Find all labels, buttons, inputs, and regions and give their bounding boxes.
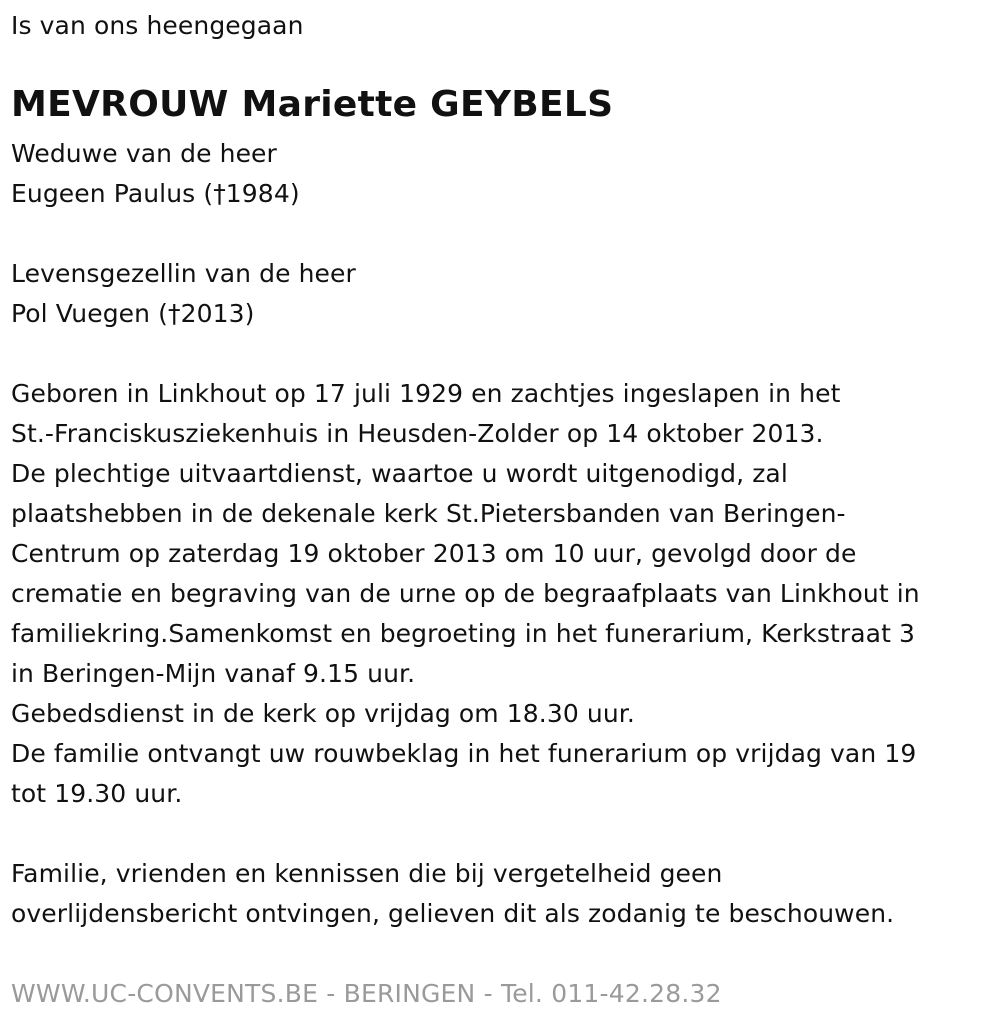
body-line: Geboren in Linkhout op 17 juli 1929 en zachtjes ingeslapen in het [11, 379, 841, 408]
widow-line: Weduwe van de heer [11, 139, 277, 168]
body-line: plaatshebben in de dekenale kerk St.Pietersbanden van Beringen- [11, 499, 846, 528]
body-line: De familie ontvangt uw rouwbeklag in het funerarium op vrijdag van 19 [11, 739, 917, 768]
body-line: Centrum op zaterdag 19 oktober 2013 om 10 uur, gevolgd door de [11, 539, 857, 568]
body-line: tot 19.30 uur. [11, 779, 183, 808]
body-line: crematie en begraving van de urne op de begraafplaats van Linkhout in [11, 579, 920, 608]
body-line: in Beringen-Mijn vanaf 9.15 uur. [11, 659, 416, 688]
body-line: St.-Franciskusziekenhuis in Heusden-Zolder op 14 oktober 2013. [11, 419, 824, 448]
family-line: overlijdensbericht ontvingen, gelieven dit als zodanig te beschouwen. [11, 899, 895, 928]
partner-line: Pol Vuegen (†2013) [11, 299, 255, 328]
body-line: familiekring.Samenkomst en begroeting in het funerarium, Kerkstraat 3 [11, 619, 916, 648]
intro-text: Is van ons heengegaan [11, 11, 304, 40]
widow-line: Eugeen Paulus (†1984) [11, 179, 300, 208]
family-line: Familie, vrienden en kennissen die bij vergetelheid geen [11, 859, 723, 888]
footer-contact: WWW.UC-CONVENTS.BE - BERINGEN - Tel. 011-42.28.32 [11, 979, 722, 1008]
body-line: De plechtige uitvaartdienst, waartoe u wordt uitgenodigd, zal [11, 459, 788, 488]
widow-block [11, 134, 300, 214]
family-note [11, 854, 894, 934]
deceased-name: MEVROUW Mariette GEYBELS [11, 84, 614, 125]
funeral-details [11, 374, 920, 814]
partner-line: Levensgezellin van de heer [11, 259, 356, 288]
partner-block [11, 254, 356, 334]
body-line: Gebedsdienst in de kerk op vrijdag om 18.30 uur. [11, 699, 635, 728]
